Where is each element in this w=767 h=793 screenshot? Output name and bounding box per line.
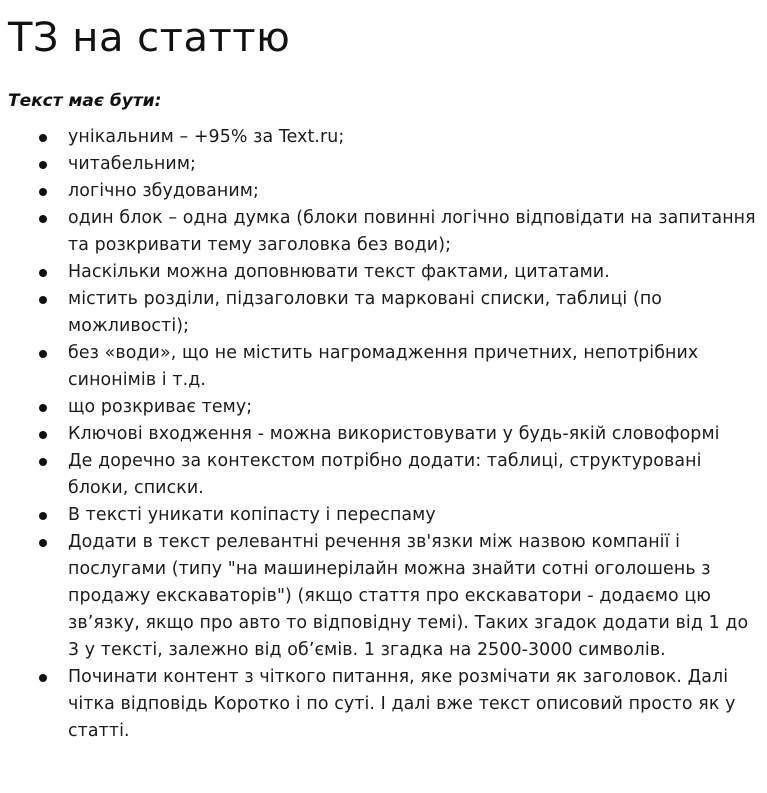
list-item-text: один блок – одна думка (блоки повинні логічно відповідати на запитання та розкривати тему заголовка без води);	[68, 208, 756, 255]
list-item-text: Ключові входження - можна використовувати у будь-якій словоформі	[68, 424, 720, 444]
list-item-text: читабельним;	[68, 154, 197, 174]
list-item	[8, 502, 760, 529]
list-item	[8, 340, 760, 394]
list-item-text: унікальним – +95% за Text.ru;	[68, 127, 345, 147]
list-item	[8, 421, 760, 448]
bullet-icon	[39, 269, 47, 277]
bullet-icon	[39, 674, 47, 682]
list-item	[8, 394, 760, 421]
bullet-icon	[39, 161, 47, 169]
list-item-text: Де доречно за контекстом потрібно додати: таблиці, структуровані блоки, списки.	[68, 451, 702, 498]
list-item	[8, 448, 760, 502]
list-item	[8, 529, 760, 664]
bullet-icon	[39, 539, 47, 547]
requirements-list	[8, 124, 760, 745]
bullet-icon	[39, 458, 47, 466]
document	[8, 0, 760, 745]
page-title: ТЗ на статтю	[8, 15, 291, 61]
list-item-text: містить розділи, підзаголовки та марковані списки, таблиці (по можливості);	[68, 289, 663, 336]
bullet-icon	[39, 134, 47, 142]
list-item	[8, 151, 760, 178]
list-item	[8, 205, 760, 259]
bullet-icon	[39, 404, 47, 412]
bullet-icon	[39, 431, 47, 439]
list-item-text: Додати в текст релевантні речення зв'язки між назвою компанії і послугами (типу "на машинерілайн можна знайти сотні оголошень з продажу екскаваторів") (якщо стаття про екскаватори - додаємо цю зв’язку, якщо про авто то відповідну темі). Таких згадок додати від 1 до 3 у тексті, залежно від об’ємів. 1 згадка на 2500-3000 символів.	[68, 532, 749, 660]
list-item-text: що розкриває тему;	[68, 397, 253, 417]
bullet-icon	[39, 296, 47, 304]
list-item	[8, 178, 760, 205]
bullet-icon	[39, 512, 47, 520]
list-item-text: Наскільки можна доповнювати текст фактами, цитатами.	[68, 262, 610, 282]
list-item	[8, 259, 760, 286]
bullet-icon	[39, 188, 47, 196]
list-item	[8, 664, 760, 745]
list-item-text: без «води», що не містить нагромадження причетних, непотрібних синонімів і т.д.	[68, 343, 699, 390]
list-item-text: В тексті уникати копіпасту і переспаму	[68, 505, 436, 525]
list-item	[8, 286, 760, 340]
bullet-icon	[39, 350, 47, 358]
list-item	[8, 124, 760, 151]
list-item-text: логічно збудованим;	[68, 181, 259, 201]
bullet-icon	[39, 215, 47, 223]
section-subtitle: Текст має бути:	[8, 91, 162, 111]
list-item-text: Починати контент з чіткого питання, яке розмічати як заголовок. Далі чітка відповідь Коротко і по суті. І далі вже текст описовий просто як у статті.	[68, 667, 736, 741]
